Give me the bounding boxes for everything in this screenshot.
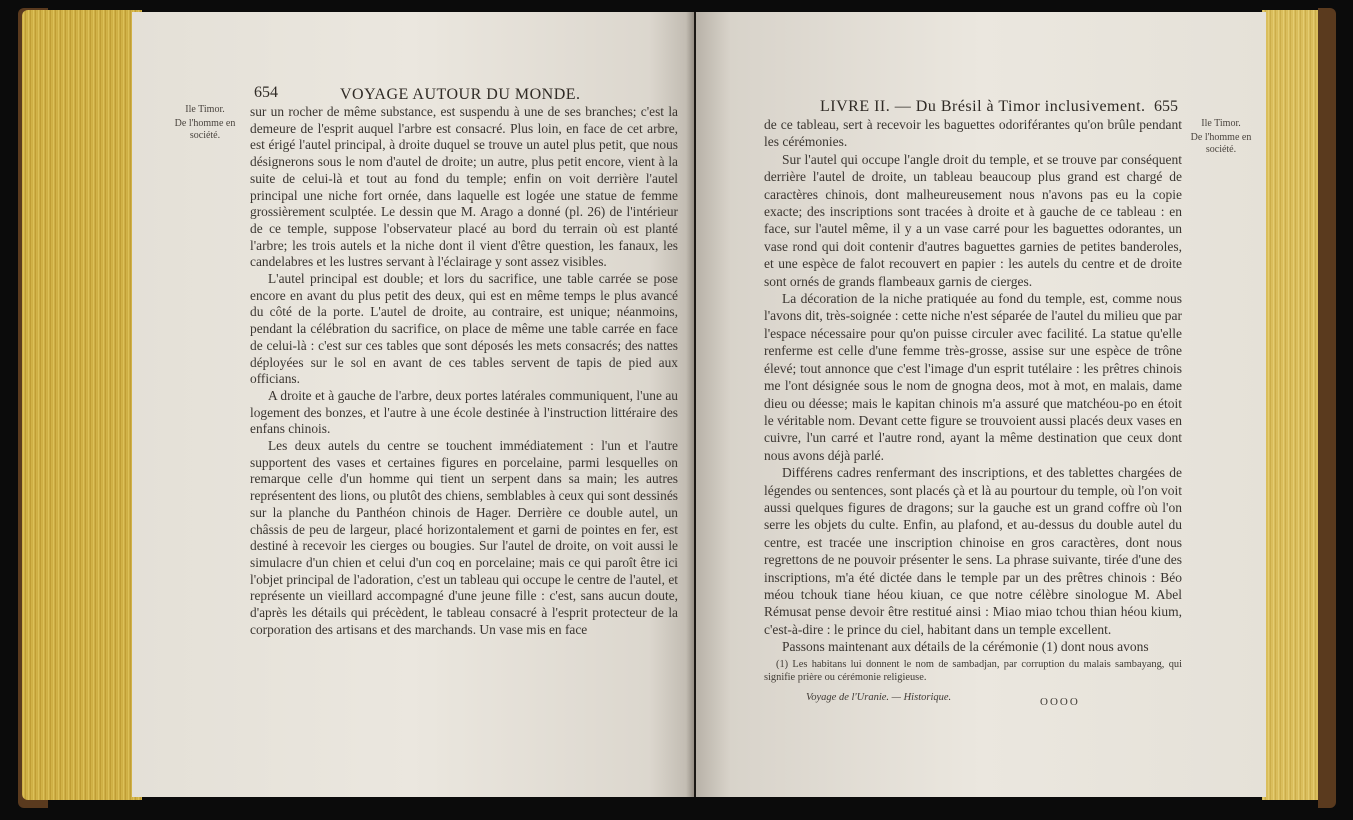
signature-line: Voyage de l'Uranie. — Historique. [806, 692, 952, 703]
right-body-text [764, 116, 1182, 656]
left-page [132, 12, 694, 797]
right-paragraph-4: Différens cadres renfermant des inscriptions, et des tablettes chargées de légendes ou sentences, sont placés çà et là au pourtour du temple, où l'on voit aussi quelques figures de dragons; sur la gauche est un grand coffre où l'on serre les objets du culte. Enfin, au plafond, et au-dessus du double autel du centre, est tracée une inscription chinoise en gros caractères, dont nous regrettons de ne pouvoir présenter le sens. La phrase suivante, tirée d'une des inscriptions, m'a été dictée dans le temple par un des prêtres chinois : Béo méou tchouk tiane héou kiuan, ce que notre célèbre sinologue M. Abel Rémusat pense devoir être restitué ainsi : Miao miao tchou thian héou kium, c'est-à-dire : le prince du ciel, habitant dans un temple excellent. [764, 465, 1182, 637]
right-footnote [764, 658, 1182, 684]
footnote-text: (1) Les habitans lui donnent le nom de sambadjan, par corruption du malais sambayang, qui signifie prière ou cérémonie religieuse. [764, 659, 1182, 683]
left-margin-note-2: De l'homme en société. [174, 118, 236, 141]
right-running-head: LIVRE II. — Du Brésil à Timor inclusivement. [820, 98, 1146, 115]
signature-mark: OOOO [1040, 696, 1080, 708]
left-paragraph-4: Les deux autels du centre se touchent immédiatement : l'un et l'autre supportent des vases et certaines figures en porcelaine, parmi lesquelles on remarque celle d'un homme qui tient un serpent dans sa main; les autres représentent des lions, ou plutôt des chiens, semblables à ceux qui sont dessinés sur la planche du Panthéon chinois de Hager. Derrière ce double autel, un châssis de peu de largeur, placé horizontalement et garni de pointes en fer, est destiné à recevoir les cierges ou bougies. Sur l'autel de droite, on voit aussi le simulacre d'un chien et celui d'un coq en porcelaine; mais ce qui paroît être ici l'objet principal de l'adoration, c'est un tableau qui occupe le centre de l'autel, et représente un vieillard accompagné d'une jeune fille : c'est, sans aucun doute, d'après les détails qui précèdent, le tableau consacré à l'esprit protecteur de la corporation des artisans et des marchands. Un vase mis en face [250, 438, 678, 637]
left-page-number: 654 [254, 84, 278, 101]
right-paragraph-3: La décoration de la niche pratiquée au fond du temple, est, comme nous l'avons dit, très-soignée : cette niche n'est séparée de l'autel du milieu que par l'espace nécessaire pour qu'on puisse circuler avec facilité. La statue qu'elle renferme est celle d'une femme très-grosse, assise sur une espèce de trône élevé; tout annonce que c'est l'image d'un esprit tutélaire : les prêtres chinois me l'ont désignée sous le nom de gnogna deos, mot à mot, en malais, dame dieu ou déesse; mais le kapitan chinois m'a assuré que matchéou-po en étoit le véritable nom. Devant cette figure se trouvoient aussi placés deux vases en cuivre, l'un carré et l'autre rond, ayant la même destination que ceux dont nous avons déjà parlé. [764, 291, 1182, 463]
left-paragraph-2: L'autel principal est double; et lors du sacrifice, une table carrée se pose encore en avant du plus petit des deux, qui est en même temps le plus avancé du côté de la porte. L'autel de droite, au contraire, est unique; néanmoins, pendant la célébration du sacrifice, on place de même une table carrée en face de celui-là : c'est sur ces tables que sont déposés les mets consacrés; des nattes déployées sur le sol en avant de ces tables servent de tapis de pied aux officians. [250, 271, 678, 387]
right-page [696, 12, 1266, 797]
left-paragraph-1: sur un rocher de même substance, est suspendu à une de ses branches; c'est la demeure de l'esprit auquel l'arbre est consacré. Plus loin, en face de cet arbre, est érigé l'autel principal, à droite duquel se trouve un autel plus petit, que nous désignerons sous le nom d'autel de droite; un autre, plus petit encore, vient à la suite de celui-là et tout au fond du temple; enfin on voit derrière l'autel principal une niche fort ornée, dans laquelle est logée une statue de femme grossièrement sculptée. Le dessin que M. Arago a donné (pl. 26) de l'intérieur de ce temple, suppose l'observateur placé au bord du terrain où est planté l'arbre; les trois autels et la niche dont il vient d'être question, les fanaux, les candelabres et les lustres servant à l'éclairage y sont assez visibles. [250, 104, 678, 270]
right-paragraph-2: Sur l'autel qui occupe l'angle droit du temple, et se trouve par conséquent derrière l'autel de droite, un tableau beaucoup plus grand est chargé de caractères chinois, dont malheureusement nous n'avons pas eu la copie exacte; des inscriptions sont tracées à droite et à gauche de ce tableau : en face, sur l'autel même, il y a un vase carré pour les baguettes odorantes, un vase rond qui doit contenir d'autres baguettes garnies de petites banderoles, et une espèce de falot recouvert en papier : les autels du centre et de droite sont ornés de grands flambeaux garnis de cierges. [764, 151, 1182, 289]
left-paragraph-3: A droite et à gauche de l'arbre, deux portes latérales communiquent, l'une au logement des bonzes, et l'autre à une école destinée à l'instruction littéraire des enfans chinois. [250, 387, 678, 437]
left-margin-note-1: Ile Timor. [185, 104, 225, 115]
right-margin-note-2: De l'homme en société. [1190, 132, 1252, 155]
left-running-head: VOYAGE AUTOUR DU MONDE. [340, 86, 581, 103]
book-cover-right [1318, 8, 1336, 808]
page-edges-left [22, 10, 142, 800]
right-paragraph-1: de ce tableau, sert à recevoir les baguettes odoriférantes qu'on brûle pendant les cérémonies. [764, 117, 1182, 150]
right-margin-note-1: Ile Timor. [1201, 118, 1241, 129]
right-page-number: 655 [1154, 98, 1178, 115]
left-body-text [250, 104, 678, 639]
right-paragraph-5: Passons maintenant aux détails de la cérémonie (1) dont nous avons [782, 639, 1149, 655]
